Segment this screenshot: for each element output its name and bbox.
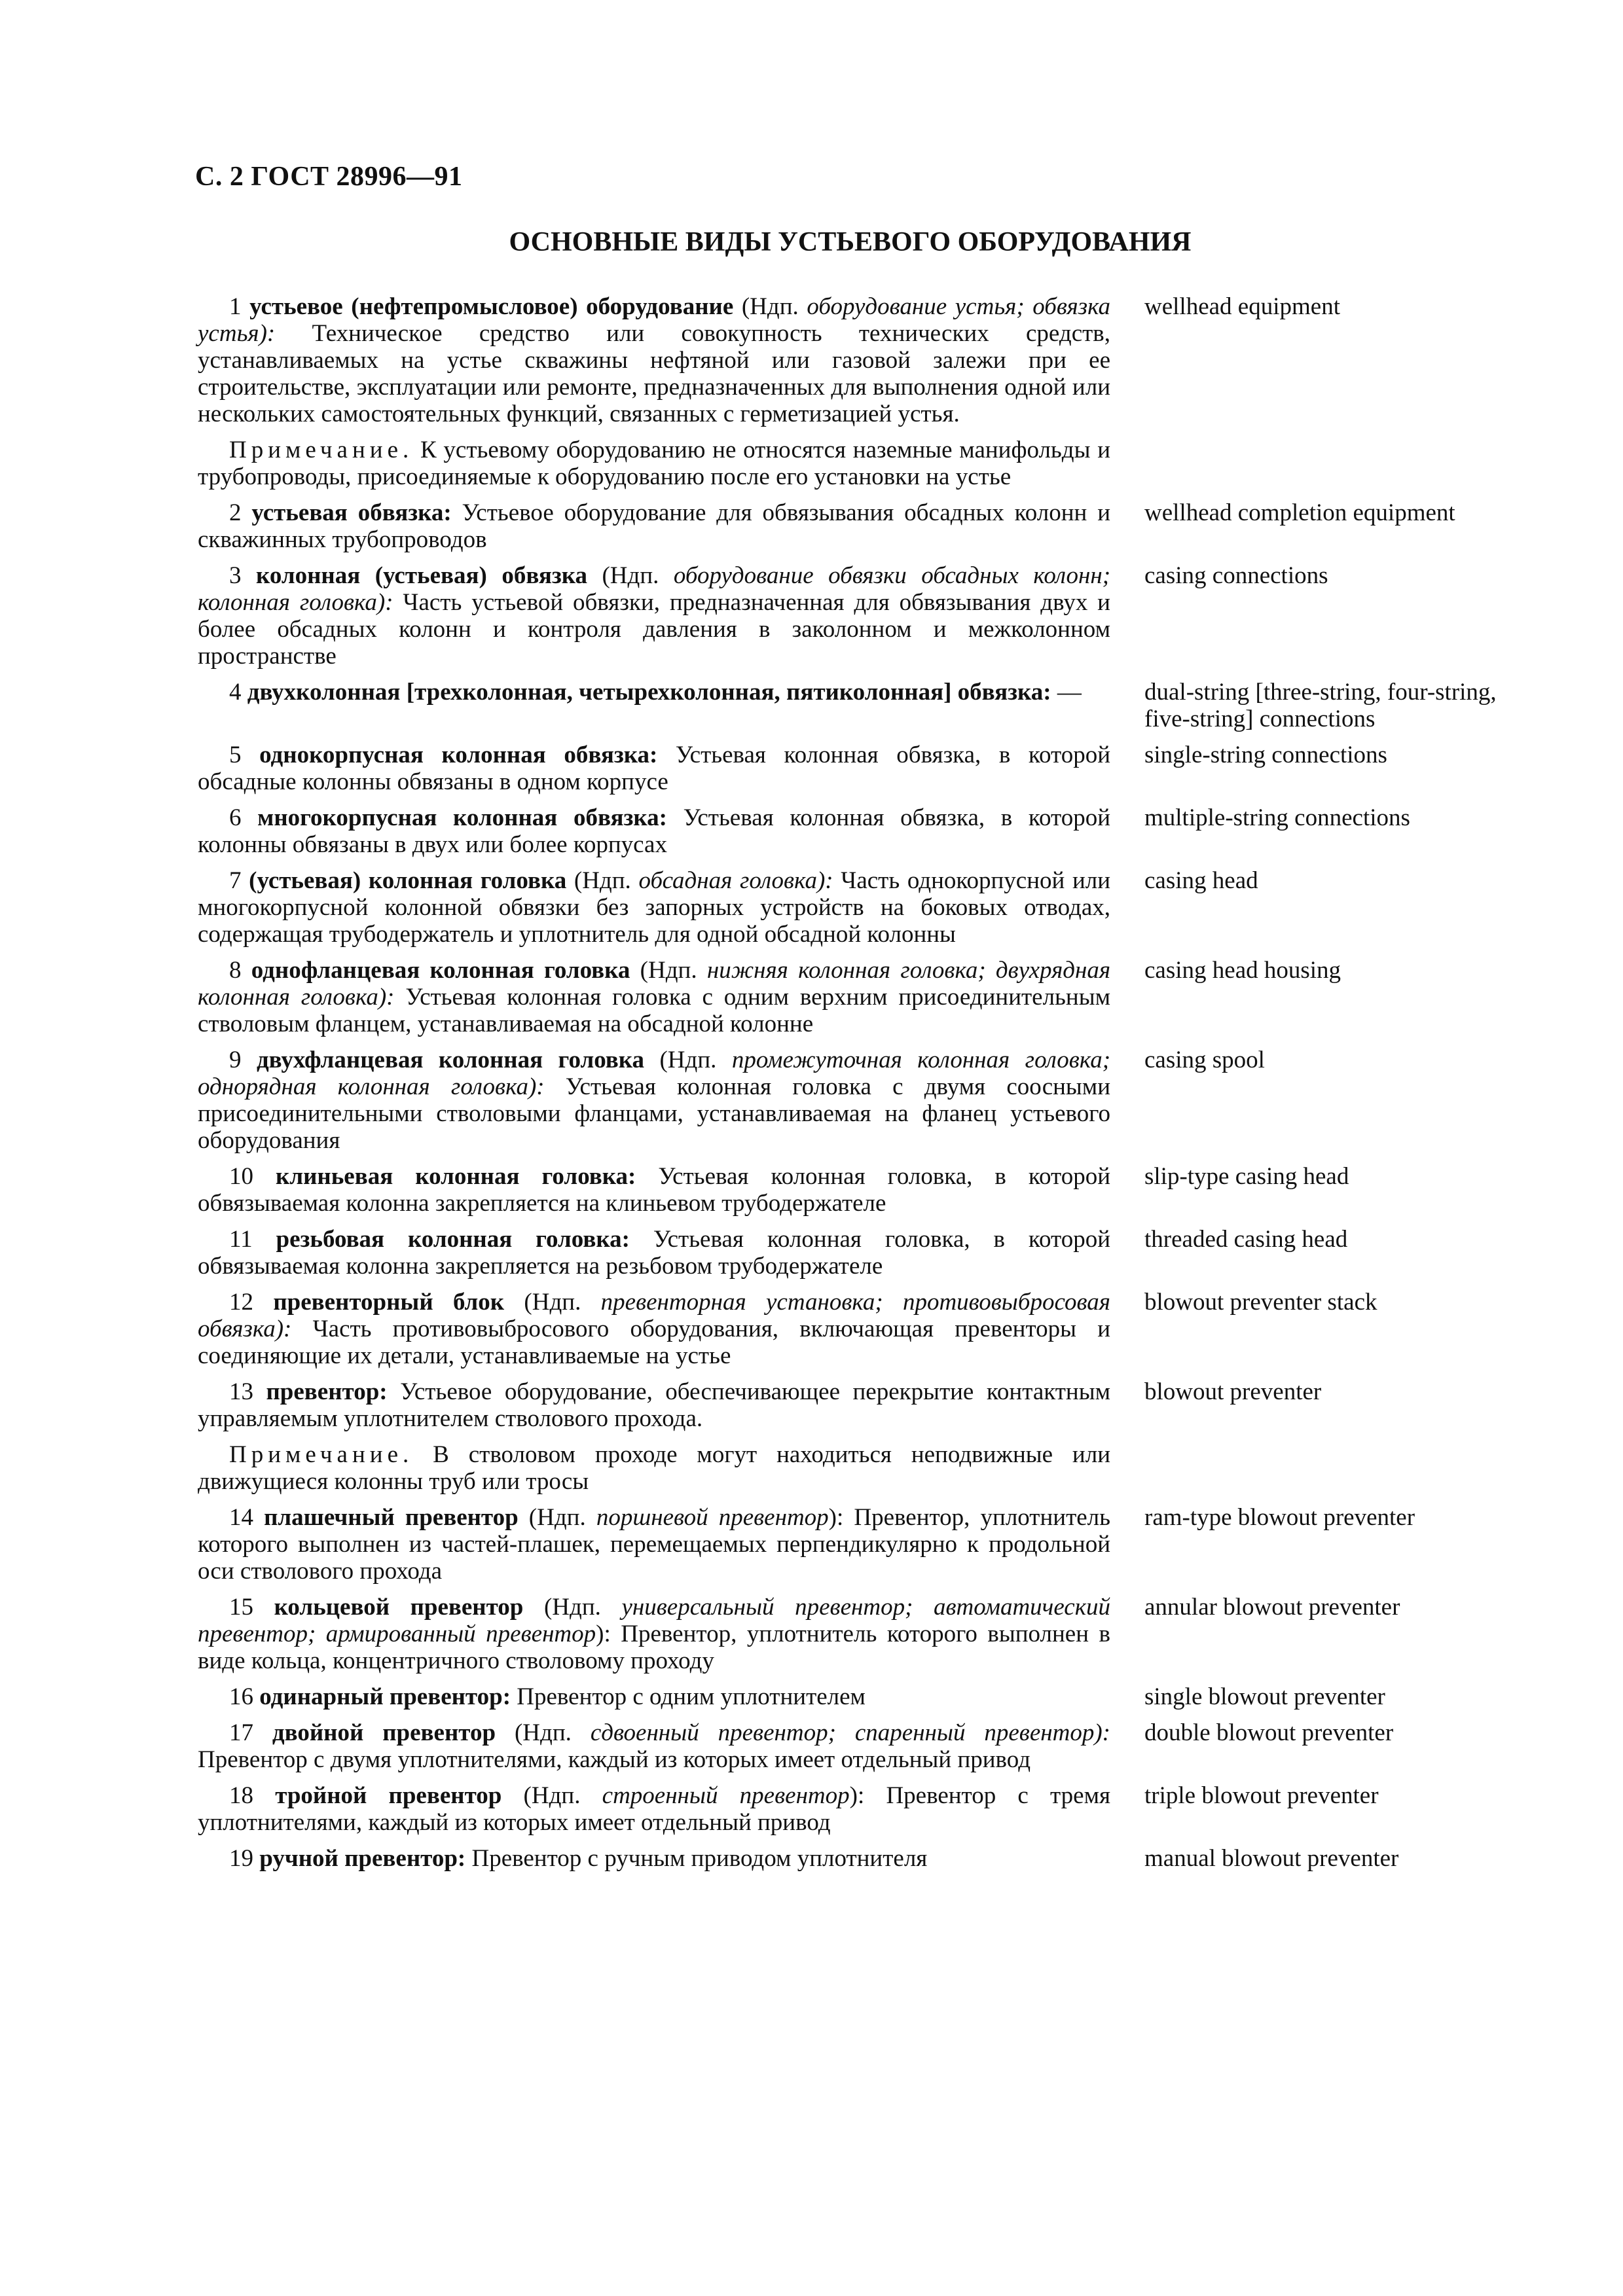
term-row	[198, 1594, 1514, 1674]
term-row	[198, 679, 1514, 732]
term-name: многокорпусная колонная обвязка:	[257, 804, 667, 831]
term-name: одинарный превентор:	[259, 1683, 511, 1710]
term-number: 18	[229, 1782, 253, 1809]
page-title: ОСНОВНЫЕ ВИДЫ УСТЬЕВОГО ОБОРУДОВАНИЯ	[509, 227, 1192, 257]
term-definition	[198, 1683, 1110, 1710]
definition-text: Часть противовыбросового оборудования, включающая превенторы и соединяющие их детали, устанавливаемые на устье	[198, 1316, 1111, 1369]
term-definition	[198, 499, 1110, 553]
deprecated-synonyms: поршневой превентор	[596, 1504, 829, 1531]
definition-text: Устьевая колонная головка с одним верхним присоединительным стволовым фланцем, устанавливаемая на обсадной колонне	[198, 984, 1110, 1037]
term-row	[198, 1047, 1514, 1154]
term-definition	[198, 1504, 1110, 1585]
note-label: Примечание.	[229, 437, 414, 463]
note-text	[198, 437, 1110, 490]
ndp-suffix: ):	[828, 1504, 844, 1531]
term-number: 16	[229, 1683, 253, 1710]
term-row	[198, 1378, 1514, 1432]
term-definition	[198, 1378, 1110, 1432]
definition-text: Техническое средство или совокупность технических средств, устанавливаемых на устье скважины нефтяной или газовой залежи при ее строительстве, эксплуатации или ремонте, предназначенных для выполнения одной или нескольких самостоятельных функций, связанных с герметизацией устья.	[198, 320, 1110, 427]
deprecated-synonyms: превенторная установка; противовыбросовая обвязка):	[198, 1289, 1110, 1342]
term-definition	[198, 804, 1110, 858]
deprecated-synonyms: сдвоенный превентор; спаренный превентор):	[590, 1719, 1111, 1746]
definition-text: —	[1057, 679, 1082, 706]
term-number: 9	[229, 1047, 242, 1073]
term-row	[198, 867, 1514, 948]
term-number: 15	[229, 1594, 253, 1621]
english-equivalent: threaded casing head	[1144, 1226, 1348, 1253]
term-number: 5	[229, 742, 242, 768]
term-name: устьевая обвязка:	[251, 499, 452, 526]
definition-text: Превентор, уплотнитель которого выполнен в виде кольца, концентричного стволовому проходу	[198, 1621, 1110, 1674]
english-equivalent: blowout preventer stack	[1144, 1289, 1377, 1316]
term-name: двухфланцевая колонная головка	[256, 1047, 645, 1073]
english-equivalent: slip-type casing head	[1144, 1163, 1349, 1190]
term-row	[198, 804, 1514, 858]
term-definition	[198, 562, 1110, 670]
term-number: 14	[229, 1504, 253, 1531]
ndp-prefix: (Ндп.	[524, 1289, 581, 1316]
ndp-prefix: (Ндп.	[523, 1782, 581, 1809]
term-definition	[198, 679, 1110, 706]
english-equivalent: annular blowout preventer	[1144, 1594, 1400, 1621]
deprecated-synonyms: универсальный превентор; автоматический превентор; армированный превентор	[198, 1594, 1110, 1647]
ndp-prefix: (Ндп.	[528, 1504, 586, 1531]
term-name: колонная (устьевая) обвязка	[256, 562, 587, 589]
term-row	[198, 1719, 1514, 1773]
ndp-prefix: (Ндп.	[543, 1594, 601, 1621]
english-equivalent: manual blowout preventer	[1144, 1845, 1399, 1872]
english-equivalent: wellhead completion equipment	[1144, 499, 1455, 526]
english-equivalent: multiple-string connections	[1144, 804, 1410, 831]
definition-text: Превентор с двумя уплотнителями, каждый из которых имеет отдельный привод	[198, 1746, 1031, 1773]
term-name: двухколонная [трехколонная, четырехколонная, пятиколонная] обвязка:	[247, 679, 1051, 706]
definition-text: Устьевое оборудование, обеспечивающее перекрытие контактным управляемым уплотнителем стволового прохода.	[198, 1378, 1111, 1432]
term-definition	[198, 1289, 1110, 1369]
term-name: кольцевой превентор	[274, 1594, 524, 1621]
english-equivalent: blowout preventer	[1144, 1378, 1322, 1405]
term-row	[198, 293, 1514, 427]
term-definition	[198, 742, 1110, 795]
english-equivalent: double blowout preventer	[1144, 1719, 1394, 1746]
ndp-suffix: ):	[849, 1782, 865, 1809]
term-name: клиньевая колонная головка:	[276, 1163, 636, 1190]
term-number: 1	[229, 293, 242, 320]
deprecated-synonyms: оборудование устья; обвязка устья):	[198, 293, 1110, 347]
english-equivalent: wellhead equipment	[1144, 293, 1340, 320]
definition-text: Устьевая колонная головка с двумя соосными присоединительными стволовыми фланцами, устанавливаемая на фланец устьевого оборудования	[198, 1073, 1110, 1154]
ndp-prefix: (Ндп.	[514, 1719, 572, 1746]
term-row	[198, 1683, 1514, 1710]
ndp-prefix: (Ндп.	[640, 957, 697, 984]
term-number: 2	[229, 499, 242, 526]
ndp-prefix: (Ндп.	[602, 562, 659, 589]
term-name: однофланцевая колонная головка	[251, 957, 630, 984]
ndp-suffix: ):	[596, 1621, 611, 1647]
term-number: 7	[229, 867, 242, 894]
term-row	[198, 499, 1514, 553]
definition-text: Устьевая колонная головка, в которой обвязываемая колонна закрепляется на резьбовом трубодержателе	[198, 1226, 1110, 1280]
term-definition	[198, 1594, 1110, 1674]
term-row	[198, 1504, 1514, 1585]
term-number: 3	[229, 562, 242, 589]
definition-text: Часть однокорпусной или многокорпусной колонной обвязки без запорных устройств на боковых отводах, содержащая трубодержатель и уплотнитель для одной обсадной колонны	[198, 867, 1111, 948]
english-equivalent: casing head	[1144, 867, 1258, 894]
english-equivalent: triple blowout preventer	[1144, 1782, 1379, 1809]
term-name: резьбовая колонная головка:	[276, 1226, 630, 1253]
definition-text: Часть устьевой обвязки, предназначенная для обвязывания двух и более обсадных колонн и контроля давления в заколонном и межколонном пространстве	[198, 589, 1110, 670]
note-row	[198, 437, 1514, 490]
definition-text: Превентор с тремя уплотнителями, каждый из которых имеет отдельный привод	[198, 1782, 1111, 1836]
note-row	[198, 1441, 1514, 1495]
term-definition	[198, 1719, 1110, 1773]
definition-text: Превентор с одним уплотнителем	[517, 1683, 866, 1710]
term-number: 19	[229, 1845, 253, 1872]
ndp-prefix: (Ндп.	[574, 867, 631, 894]
term-number: 8	[229, 957, 242, 984]
english-equivalent: dual-string [three-string, four-string, five-string] connections	[1144, 679, 1497, 732]
deprecated-synonyms: обсадная головка):	[638, 867, 833, 894]
term-name: превентор:	[266, 1378, 388, 1405]
term-number: 6	[229, 804, 242, 831]
english-equivalent: casing connections	[1144, 562, 1328, 589]
definition-text: Устьевое оборудование для обвязывания обсадных колонн и скважинных трубопроводов	[198, 499, 1110, 553]
term-row	[198, 1782, 1514, 1836]
ndp-prefix: (Ндп.	[659, 1047, 717, 1073]
term-definition	[198, 1845, 1110, 1872]
term-name: плашечный превентор	[264, 1504, 519, 1531]
note-body: В стволовом проходе могут находиться неподвижные или движущиеся колонны труб или тросы	[198, 1441, 1110, 1495]
term-row	[198, 742, 1514, 795]
term-row	[198, 1226, 1514, 1280]
definition-text: Устьевая колонная обвязка, в которой колонны обвязаны в двух или более корпусах	[198, 804, 1110, 858]
term-row	[198, 1845, 1514, 1872]
term-name: (устьевая) колонная головка	[249, 867, 567, 894]
definition-text: Устьевая колонная обвязка, в которой обсадные колонны обвязаны в одном корпусе	[198, 742, 1111, 795]
term-number: 17	[229, 1719, 253, 1746]
deprecated-synonyms: нижняя колонная головка; двухрядная колонная головка):	[198, 957, 1111, 1011]
definition-text: Превентор, уплотнитель которого выполнен из частей-плашек, перемещаемых перпендикулярно к продольной оси стволового прохода	[198, 1504, 1110, 1585]
page-header: С. 2 ГОСТ 28996—91	[195, 162, 463, 192]
term-definition	[198, 1047, 1110, 1154]
term-definition	[198, 1163, 1110, 1217]
term-definition	[198, 957, 1110, 1037]
term-name: ручной превентор:	[259, 1845, 466, 1872]
term-row	[198, 1289, 1514, 1369]
english-equivalent: ram-type blowout preventer	[1144, 1504, 1415, 1531]
english-equivalent: casing head housing	[1144, 957, 1341, 984]
term-definition	[198, 293, 1110, 427]
ndp-prefix: (Ндп.	[741, 293, 799, 320]
definition-text: Превентор с ручным приводом уплотнителя	[471, 1845, 928, 1872]
note-label: Примечание.	[229, 1441, 414, 1468]
english-equivalent: single-string connections	[1144, 742, 1387, 768]
term-definition	[198, 1782, 1110, 1836]
terms-list	[198, 293, 1514, 1881]
deprecated-synonyms: оборудование обвязки обсадных колонн; колонная головка):	[198, 562, 1111, 616]
term-number: 4	[229, 679, 242, 706]
english-equivalent: casing spool	[1144, 1047, 1265, 1073]
term-name: однокорпусная колонная обвязка:	[259, 742, 658, 768]
term-name: двойной превентор	[272, 1719, 496, 1746]
term-definition	[198, 867, 1110, 948]
term-name: превенторный блок	[273, 1289, 505, 1316]
deprecated-synonyms: промежуточная колонная головка; однорядная колонная головка):	[198, 1047, 1111, 1100]
english-equivalent: single blowout preventer	[1144, 1683, 1385, 1710]
term-number: 11	[229, 1226, 253, 1253]
term-number: 10	[229, 1163, 253, 1190]
note-text	[198, 1441, 1110, 1495]
term-number: 13	[229, 1378, 253, 1405]
term-name: устьевое (нефтепромысловое) оборудование	[249, 293, 734, 320]
term-row	[198, 957, 1514, 1037]
term-name: тройной превентор	[275, 1782, 502, 1809]
term-row	[198, 1163, 1514, 1217]
term-definition	[198, 1226, 1110, 1280]
note-body: К устьевому оборудованию не относятся наземные манифольды и трубопроводы, присоединяемые к оборудованию после его установки на устье	[198, 437, 1111, 490]
definition-text: Устьевая колонная головка, в которой обвязываемая колонна закрепляется на клиньевом трубодержателе	[198, 1163, 1111, 1217]
deprecated-synonyms: строенный превентор	[602, 1782, 850, 1809]
term-number: 12	[229, 1289, 253, 1316]
term-row	[198, 562, 1514, 670]
